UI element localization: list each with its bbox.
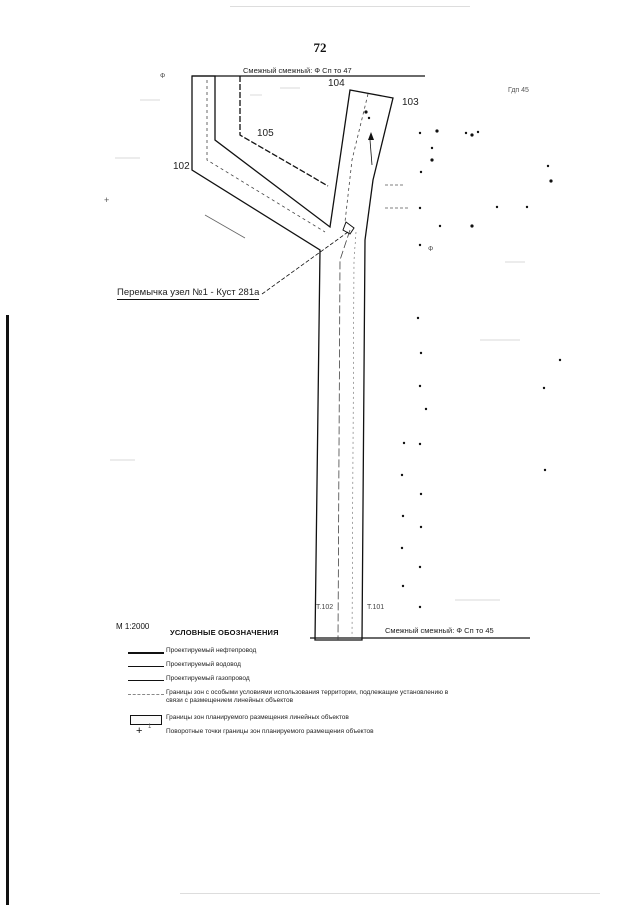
bottom-point-label-2: Т.101	[367, 604, 385, 611]
legend-item: Проектируемый нефтепровод	[128, 647, 458, 658]
dash-mark-3	[205, 215, 245, 238]
arrow-head	[368, 132, 374, 140]
cross-symbol-icon: +	[136, 725, 143, 737]
point-label-103: 103	[402, 97, 419, 108]
left-edge-mark: Ф	[160, 73, 166, 80]
legend-title: УСЛОВНЫЕ ОБОЗНАЧЕНИЯ	[170, 628, 279, 637]
page-number: 72	[313, 40, 327, 55]
legend-item: Границы зон планируемого размещения линейных объектов	[128, 714, 458, 725]
scale-label: М 1:2000	[116, 622, 150, 631]
thick-line-symbol	[128, 652, 164, 654]
point-label-105: 105	[257, 128, 274, 139]
pipe-label: Перемычка узел №1 - Куст 281а	[117, 287, 260, 298]
right-top-label: Гдп 45	[508, 87, 529, 94]
svg-text:+: +	[104, 195, 110, 205]
pipe-center-line-2	[352, 232, 356, 640]
arrow-line	[370, 140, 372, 165]
pipe-right-upper	[345, 94, 368, 222]
medium-line-symbol	[128, 666, 164, 667]
zone-polygon	[192, 76, 393, 640]
scatter-points	[364, 110, 561, 608]
bottom-boundary-label: Смежный смежный: Ф Сп то 45	[385, 626, 494, 635]
bottom-point-label-1: Т.102	[316, 604, 334, 611]
point-label-102: 102	[173, 161, 190, 172]
node-marker	[343, 222, 354, 234]
point-label-104: 104	[328, 78, 345, 89]
legend-item: Проектируемый водовод	[128, 661, 458, 672]
pipe-center-line	[338, 230, 350, 640]
thin-line-symbol	[128, 680, 164, 681]
legend-item: Проектируемый газопровод	[128, 675, 458, 686]
legend	[128, 647, 458, 742]
bottom-noise	[180, 893, 600, 894]
legend-item: Границы зон с особыми условиями использования территории, подлежащие установлению в связи с размещением линейных объектов	[128, 689, 458, 711]
scan-edge	[6, 315, 9, 905]
right-mid-label: Ф	[428, 246, 434, 253]
top-boundary-label: Смежный смежный: Ф Сп то 47	[243, 66, 352, 75]
legend-item: + 1 Поворотные точки границы зон планируемого размещения объектов	[136, 724, 374, 737]
rect-symbol	[130, 715, 162, 725]
top-noise	[230, 6, 470, 7]
dashed-line-symbol	[128, 694, 164, 695]
